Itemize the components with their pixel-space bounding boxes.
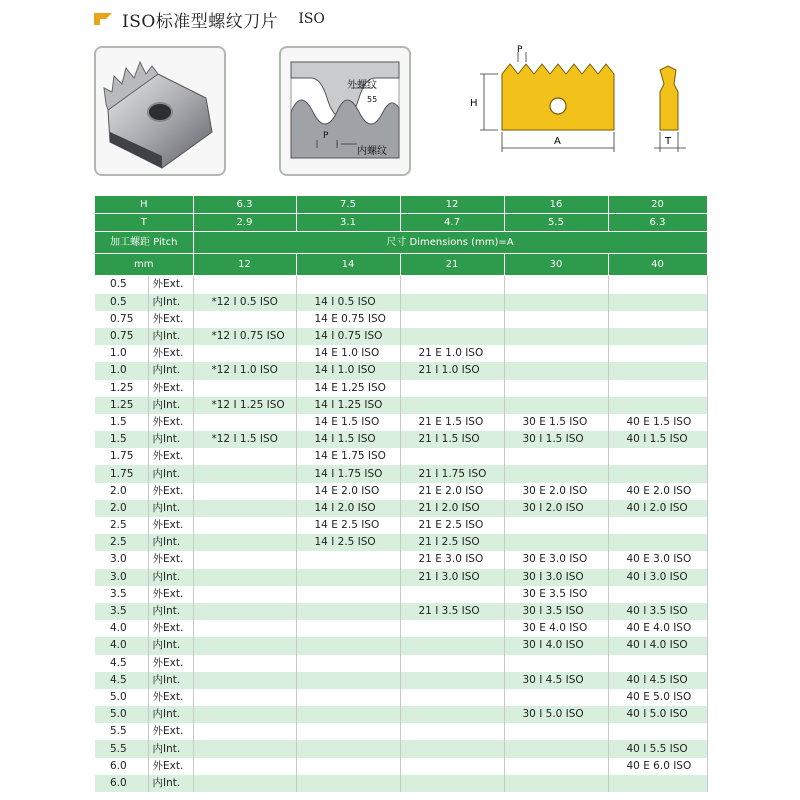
thread-type-cell: 外Ext. — [148, 483, 193, 500]
insert-code-cell: 40 I 1.5 ISO — [608, 431, 707, 448]
dimension-h-label: H — [470, 98, 478, 109]
insert-code-cell — [504, 311, 608, 328]
table-row — [95, 672, 707, 689]
t-value: 3.1 — [296, 214, 400, 232]
pitch-cell: 3.0 — [95, 551, 148, 568]
thread-type-cell: 外Ext. — [148, 620, 193, 637]
insert-code-cell: 21 I 2.0 ISO — [400, 500, 504, 517]
t-row-label: T — [95, 214, 193, 232]
thread-type-cell: 内Int. — [148, 397, 193, 414]
insert-code-cell: 30 I 4.0 ISO — [504, 637, 608, 654]
insert-code-cell — [296, 569, 400, 586]
insert-code-cell: 14 E 2.0 ISO — [296, 483, 400, 500]
insert-code-cell: 14 I 1.75 ISO — [296, 465, 400, 482]
thread-type-cell: 外Ext. — [148, 414, 193, 431]
t-value: 6.3 — [608, 214, 707, 232]
insert-code-cell — [400, 672, 504, 689]
table-row — [95, 294, 707, 311]
pitch-cell: 5.0 — [95, 689, 148, 706]
insert-code-cell: 40 E 1.5 ISO — [608, 414, 707, 431]
table-row — [95, 414, 707, 431]
insert-code-cell — [193, 448, 296, 465]
insert-code-cell — [193, 775, 296, 792]
h-value: 12 — [400, 196, 504, 214]
insert-code-cell: 14 I 2.5 ISO — [296, 534, 400, 551]
pitch-header: 加工螺距 Pitch — [95, 232, 193, 254]
insert-code-cell — [296, 672, 400, 689]
insert-code-cell — [504, 362, 608, 379]
h-value: 7.5 — [296, 196, 400, 214]
pitch-cell: 1.5 — [95, 414, 148, 431]
size-header: 40 — [608, 254, 707, 276]
insert-code-cell — [193, 311, 296, 328]
table-row — [95, 758, 707, 775]
thread-profile-icon — [281, 48, 409, 174]
pitch-cell: 1.25 — [95, 397, 148, 414]
insert-code-cell: 30 I 2.0 ISO — [504, 500, 608, 517]
insert-code-cell: 40 I 3.5 ISO — [608, 603, 707, 620]
thread-type-cell: 内Int. — [148, 569, 193, 586]
dimension-a-label: A — [554, 136, 561, 147]
dimensions-header: 尺寸 Dimensions (mm)=A — [193, 232, 707, 254]
table-row — [95, 380, 707, 397]
insert-code-cell: 21 E 1.0 ISO — [400, 345, 504, 362]
insert-code-cell: 21 I 2.5 ISO — [400, 534, 504, 551]
table-row — [95, 276, 707, 294]
insert-code-cell: 40 I 4.5 ISO — [608, 672, 707, 689]
insert-code-cell — [608, 517, 707, 534]
table-row — [95, 637, 707, 654]
insert-code-cell — [193, 637, 296, 654]
thread-type-cell: 内Int. — [148, 465, 193, 482]
insert-code-cell — [193, 414, 296, 431]
insert-code-cell — [504, 448, 608, 465]
insert-code-cell — [504, 655, 608, 672]
thread-type-cell: 内Int. — [148, 706, 193, 723]
insert-code-cell — [193, 483, 296, 500]
thread-type-cell: 外Ext. — [148, 586, 193, 603]
insert-code-cell: 14 E 0.75 ISO — [296, 311, 400, 328]
size-header: 12 — [193, 254, 296, 276]
insert-code-cell — [400, 689, 504, 706]
title-bar — [92, 6, 325, 32]
table-row — [95, 655, 707, 672]
pitch-cell: 5.0 — [95, 706, 148, 723]
insert-code-cell — [608, 380, 707, 397]
pitch-cell: 6.0 — [95, 758, 148, 775]
thread-profile-diagram — [279, 46, 411, 176]
insert-code-cell — [400, 723, 504, 740]
insert-code-cell: 40 E 5.0 ISO — [608, 689, 707, 706]
insert-code-cell — [193, 723, 296, 740]
insert-code-cell — [296, 603, 400, 620]
thread-type-cell: 内Int. — [148, 500, 193, 517]
insert-code-cell: 30 E 2.0 ISO — [504, 483, 608, 500]
insert-code-cell — [193, 551, 296, 568]
thread-type-cell: 外Ext. — [148, 345, 193, 362]
insert-code-cell — [608, 276, 707, 294]
insert-code-cell: 30 I 3.5 ISO — [504, 603, 608, 620]
pitch-cell: 3.5 — [95, 603, 148, 620]
insert-code-cell — [400, 740, 504, 757]
table-row — [95, 362, 707, 379]
insert-code-cell — [193, 758, 296, 775]
pitch-cell: 2.5 — [95, 534, 148, 551]
size-header: 14 — [296, 254, 400, 276]
thread-type-cell: 外Ext. — [148, 448, 193, 465]
thread-type-cell: 外Ext. — [148, 311, 193, 328]
insert-code-cell: 40 E 4.0 ISO — [608, 620, 707, 637]
thread-type-cell: 外Ext. — [148, 517, 193, 534]
table-row — [95, 603, 707, 620]
insert-code-cell: 14 I 2.0 ISO — [296, 500, 400, 517]
insert-code-cell — [608, 294, 707, 311]
insert-code-cell: 21 I 1.0 ISO — [400, 362, 504, 379]
table-row — [95, 689, 707, 706]
insert-code-cell — [504, 465, 608, 482]
mm-header: mm — [95, 254, 193, 276]
insert-code-cell — [296, 758, 400, 775]
insert-code-cell: 30 E 3.0 ISO — [504, 551, 608, 568]
insert-code-cell: 14 E 1.5 ISO — [296, 414, 400, 431]
insert-code-cell — [193, 534, 296, 551]
insert-code-cell — [608, 328, 707, 345]
insert-code-cell: 21 E 2.0 ISO — [400, 483, 504, 500]
insert-code-cell: 14 E 1.25 ISO — [296, 380, 400, 397]
insert-code-cell — [504, 689, 608, 706]
insert-code-cell: *12 I 1.25 ISO — [193, 397, 296, 414]
pitch-cell: 0.5 — [95, 276, 148, 294]
insert-code-cell — [504, 534, 608, 551]
insert-code-cell: 14 E 1.75 ISO — [296, 448, 400, 465]
insert-code-cell — [400, 311, 504, 328]
insert-code-cell: 40 E 3.0 ISO — [608, 551, 707, 568]
insert-code-cell — [400, 655, 504, 672]
insert-photo-icon — [96, 48, 224, 174]
t-value: 2.9 — [193, 214, 296, 232]
thread-type-cell: 内Int. — [148, 534, 193, 551]
insert-code-cell — [400, 586, 504, 603]
thread-type-cell: 外Ext. — [148, 276, 193, 294]
insert-code-cell — [400, 637, 504, 654]
pitch-cell: 4.0 — [95, 620, 148, 637]
table-row — [95, 328, 707, 345]
insert-code-cell — [193, 586, 296, 603]
insert-code-cell — [504, 397, 608, 414]
insert-code-cell — [296, 586, 400, 603]
insert-code-cell: *12 I 0.5 ISO — [193, 294, 296, 311]
insert-code-cell — [504, 740, 608, 757]
insert-code-cell — [608, 397, 707, 414]
insert-code-cell — [193, 465, 296, 482]
thread-type-cell: 外Ext. — [148, 689, 193, 706]
insert-code-cell — [296, 551, 400, 568]
pitch-cell: 0.5 — [95, 294, 148, 311]
insert-code-cell — [296, 276, 400, 294]
insert-code-cell — [400, 775, 504, 792]
insert-code-cell — [400, 328, 504, 345]
insert-code-cell — [504, 758, 608, 775]
pitch-label: P — [323, 131, 329, 141]
thread-type-cell: 内Int. — [148, 328, 193, 345]
table-row — [95, 551, 707, 568]
insert-photo — [94, 46, 226, 176]
insert-code-cell: 40 I 2.0 ISO — [608, 500, 707, 517]
insert-code-cell: 40 I 4.0 ISO — [608, 637, 707, 654]
insert-code-cell: 40 E 2.0 ISO — [608, 483, 707, 500]
thread-type-cell: 外Ext. — [148, 758, 193, 775]
thread-type-cell: 内Int. — [148, 294, 193, 311]
insert-code-cell: 21 E 2.5 ISO — [400, 517, 504, 534]
insert-code-cell — [193, 672, 296, 689]
insert-code-cell — [193, 655, 296, 672]
table-row — [95, 775, 707, 792]
insert-code-cell — [504, 294, 608, 311]
insert-code-cell: 40 E 6.0 ISO — [608, 758, 707, 775]
table-row — [95, 586, 707, 603]
insert-code-cell: 14 I 0.75 ISO — [296, 328, 400, 345]
insert-code-cell — [193, 706, 296, 723]
insert-code-cell — [504, 328, 608, 345]
insert-code-cell — [193, 620, 296, 637]
insert-code-cell — [400, 397, 504, 414]
thread-type-cell: 内Int. — [148, 637, 193, 654]
insert-code-cell: 30 E 1.5 ISO — [504, 414, 608, 431]
pitch-cell: 3.5 — [95, 586, 148, 603]
insert-code-cell: 21 I 3.0 ISO — [400, 569, 504, 586]
table-row — [95, 723, 707, 740]
insert-code-cell — [296, 706, 400, 723]
insert-code-cell — [608, 362, 707, 379]
pitch-cell: 1.0 — [95, 345, 148, 362]
pitch-cell: 2.5 — [95, 517, 148, 534]
insert-code-cell: 14 I 1.0 ISO — [296, 362, 400, 379]
insert-code-cell — [193, 603, 296, 620]
pitch-cell: 5.5 — [95, 740, 148, 757]
insert-code-cell — [504, 723, 608, 740]
table-row — [95, 517, 707, 534]
t-value: 5.5 — [504, 214, 608, 232]
insert-code-cell: 30 I 1.5 ISO — [504, 431, 608, 448]
insert-code-cell — [193, 380, 296, 397]
insert-code-cell — [296, 620, 400, 637]
insert-code-cell: 14 E 1.0 ISO — [296, 345, 400, 362]
insert-code-cell — [608, 534, 707, 551]
insert-code-cell — [400, 276, 504, 294]
pitch-cell: 1.5 — [95, 431, 148, 448]
pitch-cell: 1.0 — [95, 362, 148, 379]
pitch-cell: 0.75 — [95, 328, 148, 345]
table-row — [95, 345, 707, 362]
dimension-t-label: T — [665, 136, 672, 147]
insert-code-cell — [400, 380, 504, 397]
insert-code-cell: 21 E 3.0 ISO — [400, 551, 504, 568]
thread-type-cell: 内Int. — [148, 775, 193, 792]
insert-code-cell — [193, 345, 296, 362]
insert-code-cell — [504, 775, 608, 792]
page-subtitle: ISO — [298, 11, 325, 27]
insert-code-cell — [608, 655, 707, 672]
insert-code-cell — [400, 620, 504, 637]
insert-code-cell: 21 I 1.5 ISO — [400, 431, 504, 448]
h-value: 20 — [608, 196, 707, 214]
insert-code-cell — [400, 294, 504, 311]
table-row — [95, 448, 707, 465]
pitch-cell: 6.0 — [95, 775, 148, 792]
thread-type-cell: 外Ext. — [148, 551, 193, 568]
pitch-cell: 3.0 — [95, 569, 148, 586]
pitch-cell: 4.0 — [95, 637, 148, 654]
insert-code-cell: 30 I 3.0 ISO — [504, 569, 608, 586]
insert-code-cell — [504, 276, 608, 294]
thread-type-cell: 外Ext. — [148, 655, 193, 672]
size-header: 21 — [400, 254, 504, 276]
insert-code-cell — [504, 380, 608, 397]
insert-code-cell — [193, 500, 296, 517]
table-row — [95, 465, 707, 482]
pitch-cell: 4.5 — [95, 672, 148, 689]
table-row — [95, 620, 707, 637]
page-title: ISO标准型螺纹刀片 — [122, 11, 279, 32]
outer-thread-label: 外螺纹 — [347, 80, 377, 91]
insert-code-cell — [608, 448, 707, 465]
table-row — [95, 483, 707, 500]
insert-code-cell — [193, 276, 296, 294]
table-row — [95, 740, 707, 757]
pitch-cell: 1.75 — [95, 465, 148, 482]
insert-code-cell — [296, 655, 400, 672]
size-header: 30 — [504, 254, 608, 276]
thread-type-cell: 内Int. — [148, 603, 193, 620]
thread-type-cell: 外Ext. — [148, 380, 193, 397]
pitch-cell: 0.75 — [95, 311, 148, 328]
insert-code-cell — [193, 517, 296, 534]
insert-code-cell — [400, 758, 504, 775]
h-value: 6.3 — [193, 196, 296, 214]
pitch-cell: 5.5 — [95, 723, 148, 740]
pitch-cell: 1.25 — [95, 380, 148, 397]
table-row — [95, 431, 707, 448]
insert-code-cell: 14 I 0.5 ISO — [296, 294, 400, 311]
insert-code-cell — [504, 517, 608, 534]
insert-code-cell — [400, 706, 504, 723]
insert-code-cell: 40 I 5.5 ISO — [608, 740, 707, 757]
insert-code-cell — [296, 637, 400, 654]
insert-dimension-drawing — [462, 44, 702, 184]
table-row — [95, 569, 707, 586]
insert-code-cell: 14 E 2.5 ISO — [296, 517, 400, 534]
insert-code-cell — [608, 345, 707, 362]
insert-code-cell — [608, 775, 707, 792]
thread-type-cell: 内Int. — [148, 362, 193, 379]
insert-code-cell: 14 I 1.25 ISO — [296, 397, 400, 414]
insert-code-cell — [193, 689, 296, 706]
t-value: 4.7 — [400, 214, 504, 232]
insert-code-cell: 21 I 1.75 ISO — [400, 465, 504, 482]
insert-code-cell — [193, 740, 296, 757]
inner-thread-label: 内螺纹 — [357, 146, 387, 157]
table-row — [95, 534, 707, 551]
insert-code-cell — [296, 740, 400, 757]
thread-type-cell: 外Ext. — [148, 723, 193, 740]
insert-code-cell — [504, 345, 608, 362]
insert-code-cell — [296, 689, 400, 706]
pitch-cell: 2.0 — [95, 500, 148, 517]
insert-code-cell: 40 I 5.0 ISO — [608, 706, 707, 723]
table-row — [95, 311, 707, 328]
insert-code-cell — [608, 586, 707, 603]
insert-code-cell: 14 I 1.5 ISO — [296, 431, 400, 448]
insert-code-cell: 30 I 4.5 ISO — [504, 672, 608, 689]
pitch-cell: 2.0 — [95, 483, 148, 500]
h-row-label: H — [95, 196, 193, 214]
table-row — [95, 500, 707, 517]
insert-code-cell: 30 E 4.0 ISO — [504, 620, 608, 637]
insert-code-cell: 21 E 1.5 ISO — [400, 414, 504, 431]
spec-table — [95, 196, 708, 792]
thread-angle-label: 55 — [367, 95, 378, 104]
insert-code-cell: 30 I 5.0 ISO — [504, 706, 608, 723]
insert-code-cell: *12 I 1.5 ISO — [193, 431, 296, 448]
h-value: 16 — [504, 196, 608, 214]
table-row — [95, 706, 707, 723]
insert-code-cell — [296, 723, 400, 740]
insert-code-cell: 21 I 3.5 ISO — [400, 603, 504, 620]
insert-code-cell — [296, 775, 400, 792]
title-marker-icon — [92, 11, 114, 27]
insert-code-cell: *12 I 1.0 ISO — [193, 362, 296, 379]
table-row — [95, 397, 707, 414]
insert-code-cell — [608, 465, 707, 482]
insert-code-cell — [400, 448, 504, 465]
insert-code-cell: *12 I 0.75 ISO — [193, 328, 296, 345]
pitch-cell: 4.5 — [95, 655, 148, 672]
insert-code-cell — [193, 569, 296, 586]
thread-type-cell: 内Int. — [148, 740, 193, 757]
dimension-p-label: P — [517, 45, 523, 55]
thread-type-cell: 内Int. — [148, 672, 193, 689]
thread-type-cell: 内Int. — [148, 431, 193, 448]
pitch-cell: 1.75 — [95, 448, 148, 465]
insert-code-cell: 40 I 3.0 ISO — [608, 569, 707, 586]
insert-code-cell — [608, 723, 707, 740]
insert-code-cell: 30 E 3.5 ISO — [504, 586, 608, 603]
insert-code-cell — [608, 311, 707, 328]
